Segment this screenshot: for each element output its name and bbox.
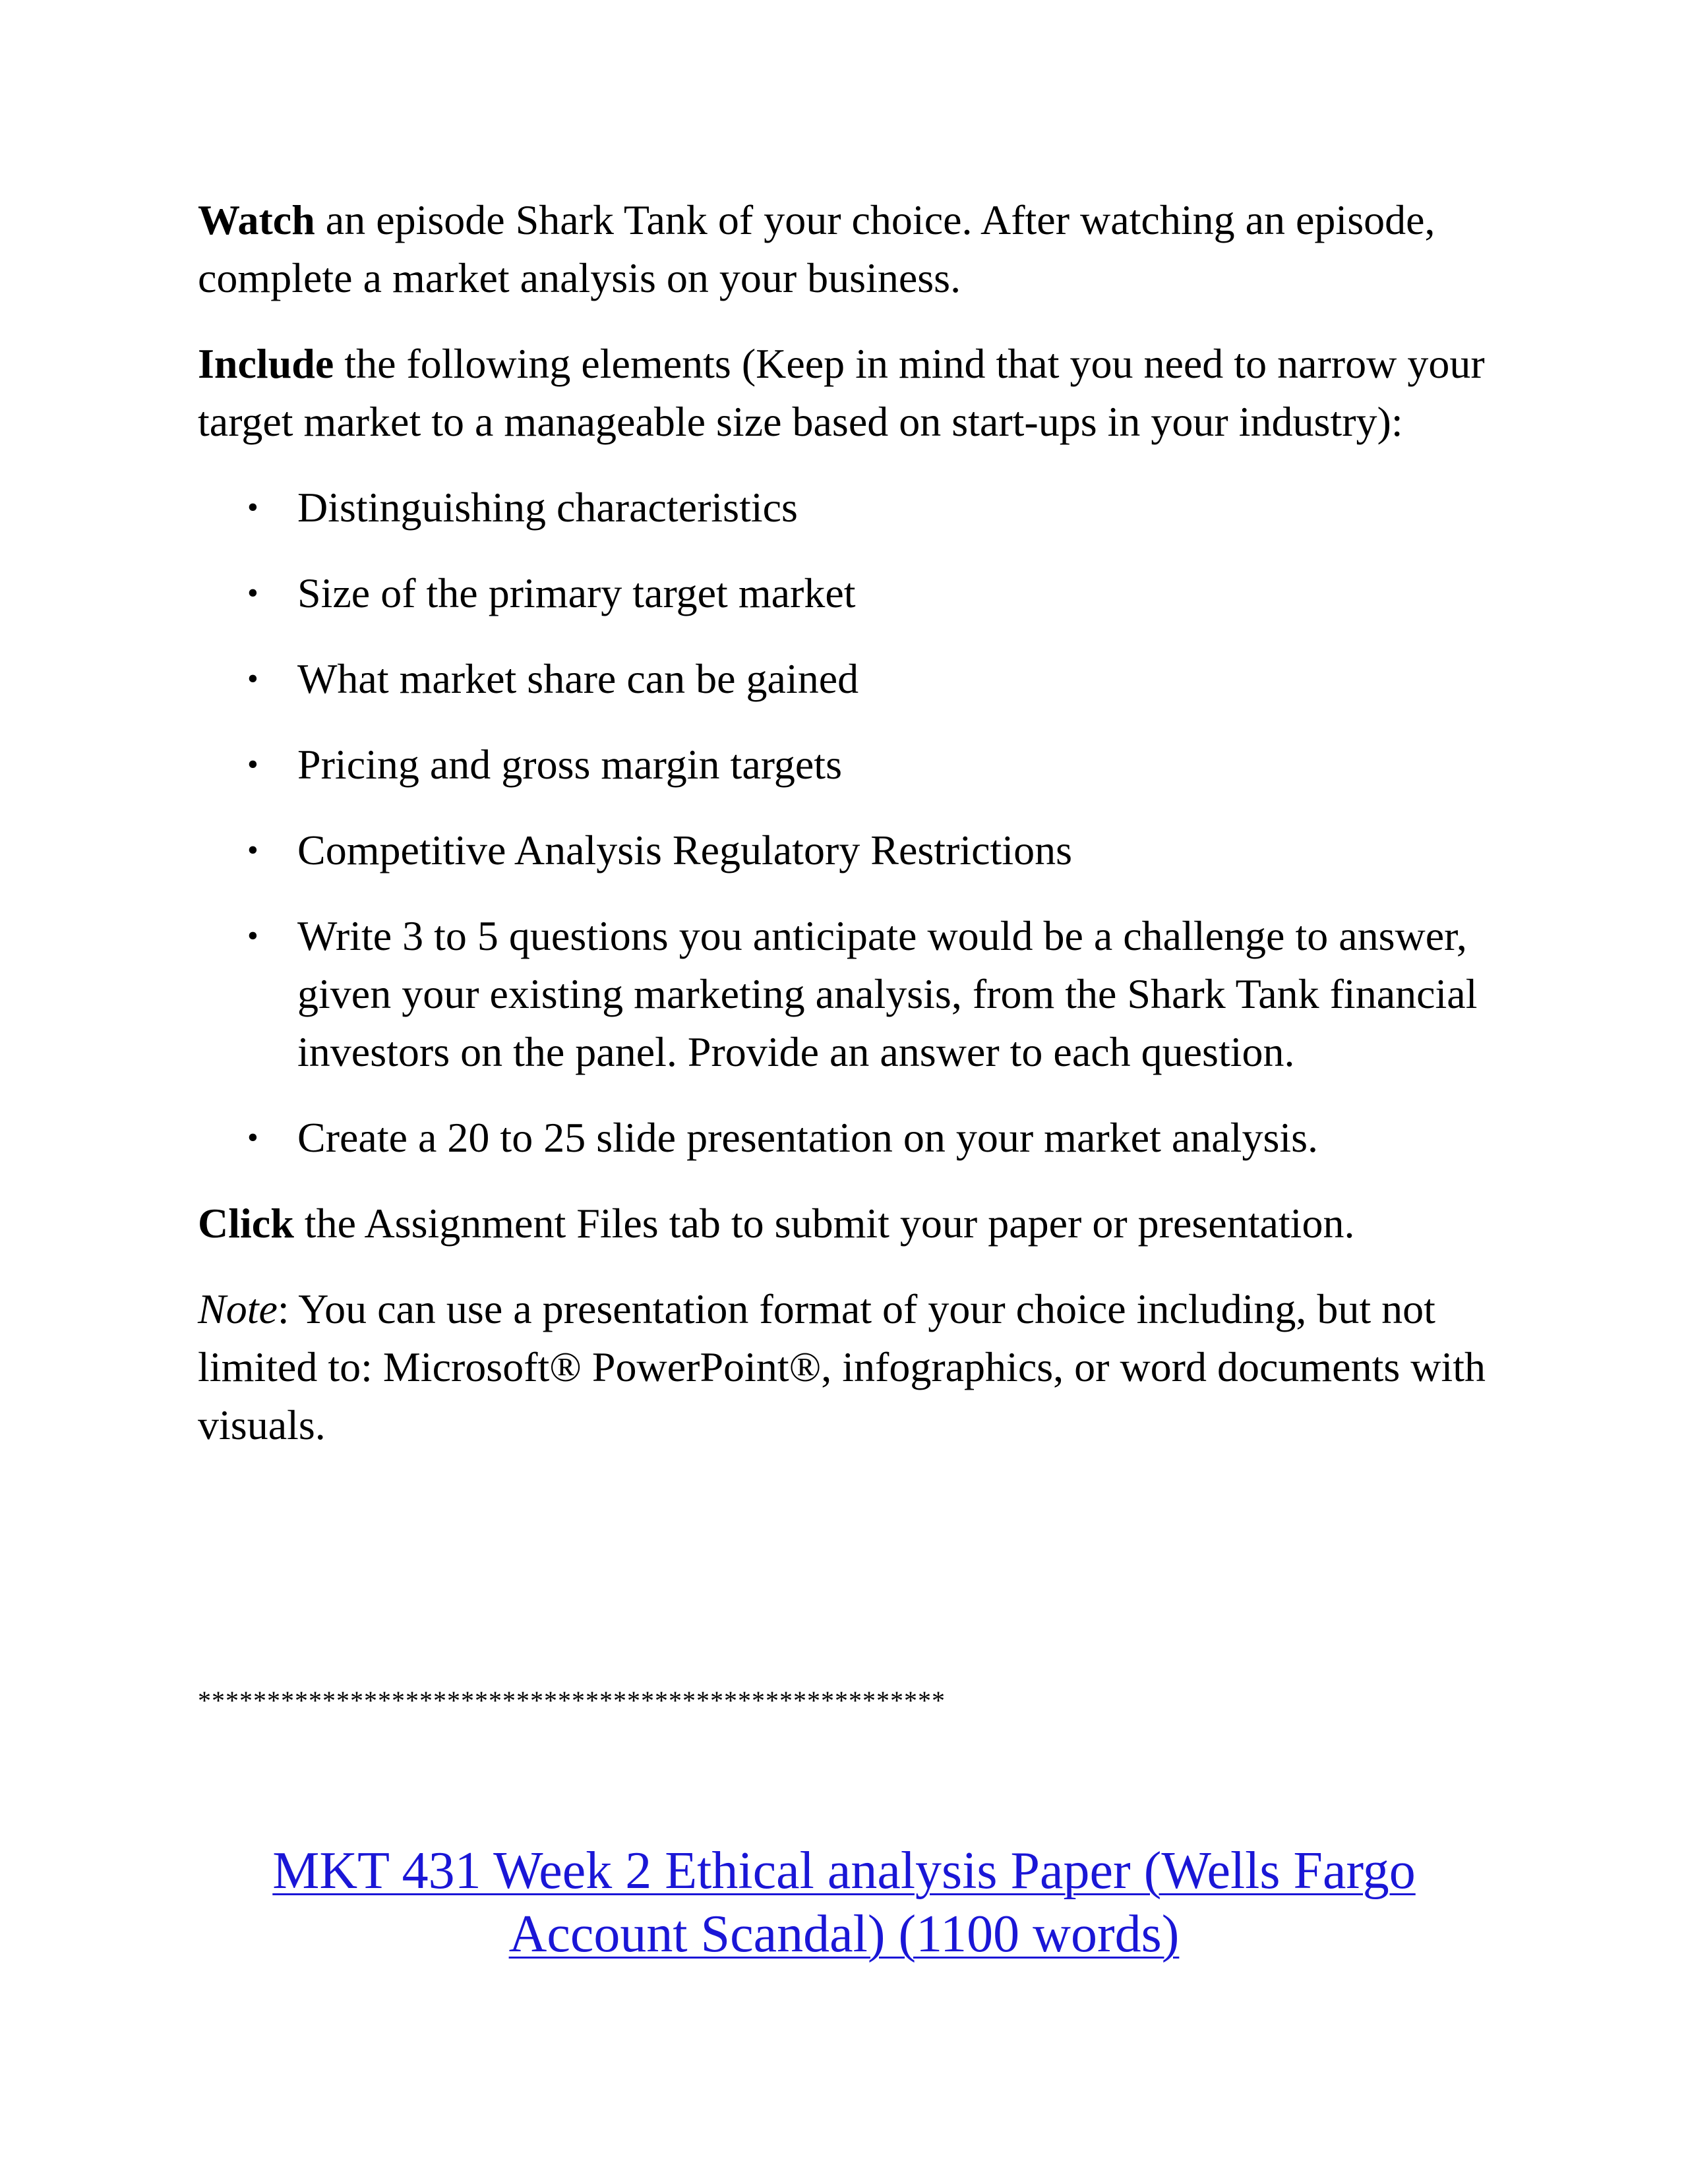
list-item-text: Competitive Analysis Regulatory Restrictions — [297, 827, 1072, 873]
list-item — [198, 650, 1490, 708]
watch-text: an episode Shark Tank of your choice. After watching an episode, complete a market analysis on your business. — [198, 196, 1435, 301]
include-text: the following elements (Keep in mind that you need to narrow your target market to a manageable size based on start-ups in your industry): — [198, 340, 1485, 445]
list-item-text: Size of the primary target market — [297, 570, 856, 616]
bullet-icon: • — [247, 490, 258, 525]
list-item-text: Write 3 to 5 questions you anticipate would be a challenge to answer, given your existing marketing analysis, from the Shark Tank financial investors on the panel. Provide an answer to each question. — [297, 912, 1478, 1075]
watch-paragraph — [198, 191, 1490, 307]
requirements-list — [198, 479, 1490, 1167]
list-item — [198, 1109, 1490, 1167]
bullet-icon: • — [247, 576, 258, 610]
bullet-icon: • — [247, 918, 258, 953]
list-item — [198, 907, 1490, 1081]
include-paragraph — [198, 335, 1490, 451]
list-item — [198, 479, 1490, 537]
note-lead: Note — [198, 1285, 278, 1332]
include-lead: Include — [198, 340, 334, 387]
list-item-text: Pricing and gross margin targets — [297, 741, 842, 788]
click-text: the Assignment Files tab to submit your paper or presentation. — [293, 1200, 1355, 1247]
list-item-text: What market share can be gained — [297, 655, 859, 702]
bullet-icon: • — [247, 661, 258, 696]
assignment-instructions — [198, 191, 1490, 1454]
separator-line: ****************************************************** — [198, 1686, 946, 1715]
related-paper-heading — [198, 1839, 1490, 1966]
list-item-text: Create a 20 to 25 slide presentation on your market analysis. — [297, 1114, 1319, 1161]
related-paper-link[interactable]: MKT 431 Week 2 Ethical analysis Paper (Wells Fargo Account Scandal) (1100 words) — [272, 1842, 1416, 1963]
list-item-text: Distinguishing characteristics — [297, 484, 798, 531]
list-item — [198, 564, 1490, 622]
list-item — [198, 736, 1490, 794]
list-item — [198, 821, 1490, 879]
click-lead: Click — [198, 1200, 294, 1247]
note-paragraph — [198, 1280, 1490, 1454]
watch-lead: Watch — [198, 196, 315, 243]
bullet-icon: • — [247, 833, 258, 868]
note-text: : You can use a presentation format of your choice including, but not limited to: Microsoft® PowerPoint®, infographics, or word documents with visuals. — [198, 1285, 1486, 1448]
bullet-icon: • — [247, 1120, 258, 1155]
bullet-icon: • — [247, 747, 258, 782]
click-paragraph — [198, 1195, 1490, 1253]
